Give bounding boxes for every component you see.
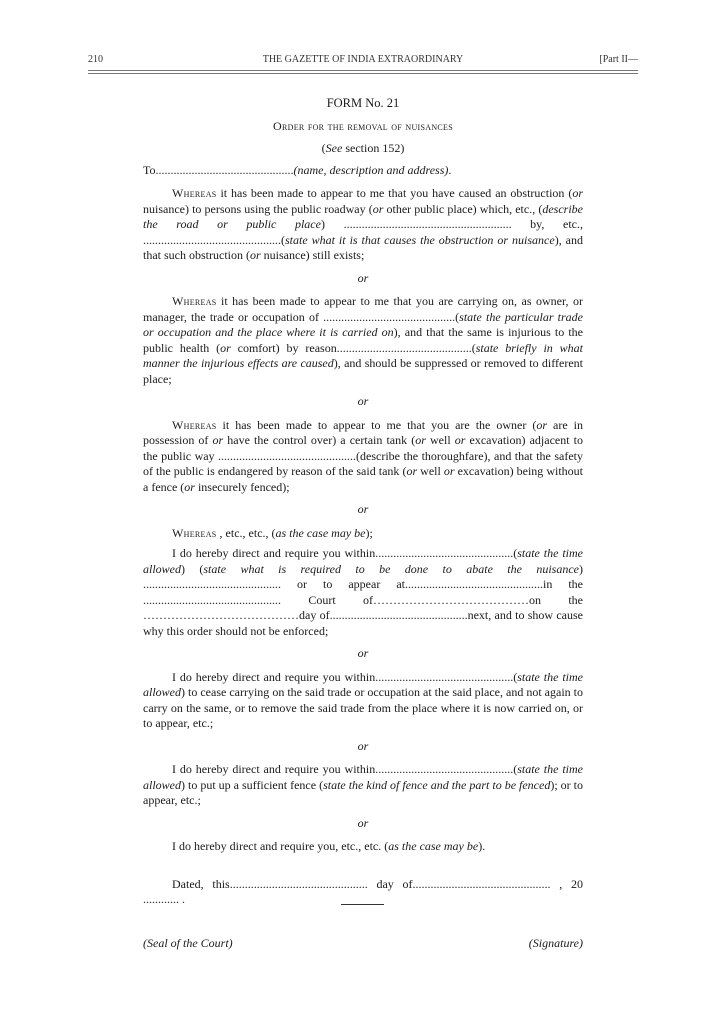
para7-run: ) to put up a sufficient fence ( bbox=[181, 777, 324, 792]
header-rule-bottom bbox=[88, 73, 638, 74]
paragraph-direction-abate bbox=[143, 546, 583, 639]
gazette-title: THE GAZETTE OF INDIA EXTRAORDINARY bbox=[262, 54, 464, 65]
seal-of-court: (Seal of the Court) bbox=[143, 935, 233, 950]
para7-run: I do hereby direct and require you within..............................................( bbox=[172, 762, 518, 776]
section-reference-see: See bbox=[325, 141, 343, 155]
or-separator: or bbox=[357, 270, 369, 285]
para7-run: ); or to appear, etc.; bbox=[143, 777, 584, 807]
para2-run: or bbox=[220, 340, 231, 355]
para4-run: , etc., etc., ( bbox=[216, 525, 276, 540]
para5-run: ) ( bbox=[181, 561, 204, 576]
spacer bbox=[143, 178, 583, 186]
para1-run: other public place) which, etc., ( bbox=[383, 201, 543, 216]
para8-run: I do hereby direct and require you, etc., etc. ( bbox=[172, 839, 389, 853]
para4-run: Whereas bbox=[172, 525, 217, 540]
para1-run: it has been made to appear to me that you have caused an obstruction ( bbox=[216, 186, 573, 200]
form-subtitle-text: Order for the removal of nuisances bbox=[273, 118, 453, 133]
para3-run: Whereas bbox=[172, 417, 217, 432]
para5-run: I do hereby direct and require you within..............................................( bbox=[172, 546, 518, 560]
part-label: [Part II— bbox=[599, 54, 638, 65]
para3-run: or bbox=[454, 433, 466, 447]
para5-run: ) .............................................. or to appear at..............................................in the .............................................. Court of…………………………………on the …………………………………day of..............................................next, and to show cause why this order should not be enforced; bbox=[143, 561, 583, 638]
para5-run: state what is required to be done to abate the nuisance bbox=[203, 561, 579, 576]
or-separator: or bbox=[357, 394, 369, 408]
para1-run: or bbox=[372, 201, 384, 216]
form-title: FORM No. 21 bbox=[326, 96, 400, 110]
para1-run: describe the road or public place bbox=[143, 201, 583, 231]
para7-run: state the kind of fence and the part to be fenced bbox=[323, 777, 551, 792]
or-separator: or bbox=[357, 738, 369, 753]
para2-run: ), and that the same is injurious to the public health ( bbox=[143, 325, 583, 355]
para4-run: ); bbox=[365, 525, 373, 540]
para1-run: Whereas bbox=[172, 186, 217, 200]
end-rule bbox=[341, 904, 384, 905]
para5-run: state the time allowed bbox=[143, 546, 583, 576]
page-header bbox=[88, 54, 638, 70]
section-reference bbox=[143, 141, 583, 157]
para3-run: or bbox=[443, 464, 455, 478]
para3-run: well bbox=[417, 464, 444, 478]
para6-run: ) to cease carrying on the said trade or occupation at the said place, and not again to carry on the same, or to remove the said trade from the place where it is now carried on, or to appear, etc.; bbox=[143, 685, 583, 730]
para6-run: I do hereby direct and require you within..............................................( bbox=[172, 669, 518, 684]
para2-run: state the particular trade or occupation and the place where it is carried on bbox=[143, 309, 583, 339]
para6-run: state the time allowed bbox=[143, 669, 583, 699]
section-reference-open: ( bbox=[321, 141, 326, 155]
paragraph-trade bbox=[143, 294, 583, 387]
para3-run: or bbox=[415, 433, 426, 447]
para2-run: it has been made to appear to me that you are carrying on, as owner, or manager, the trade or occupation of ............................................( bbox=[143, 294, 583, 324]
para3-run: are in possession of bbox=[143, 417, 583, 447]
para3-run: or bbox=[184, 479, 195, 494]
page-number: 210 bbox=[88, 54, 103, 65]
form-body bbox=[143, 96, 583, 952]
paragraph-direction-general bbox=[143, 839, 583, 855]
paragraph-direction-fence bbox=[143, 762, 583, 809]
paragraph-obstruction bbox=[143, 186, 583, 264]
para3-run: it has been made to appear to me that you are the owner ( bbox=[216, 417, 537, 432]
para1-run: state what it is that causes the obstruction or nuisance bbox=[285, 232, 555, 247]
para1-run: ), and that such obstruction ( bbox=[143, 232, 583, 262]
para7-run: state the time allowed bbox=[143, 762, 583, 792]
para3-run: or bbox=[406, 464, 418, 478]
signature-label: (Signature) bbox=[528, 935, 583, 950]
addressee-suffix: . bbox=[448, 162, 452, 177]
form-subtitle bbox=[143, 119, 583, 136]
para1-run: nuisance) still exists; bbox=[260, 248, 365, 262]
para8-run: ). bbox=[478, 839, 486, 853]
para2-run: comfort) by reason.............................................( bbox=[230, 340, 476, 355]
para3-run: or bbox=[212, 433, 224, 447]
dated-line: Dated, this.............................................. day of.............................................. , 20 ............ . bbox=[143, 876, 583, 906]
addressee-line bbox=[143, 163, 583, 179]
para3-run: excavation) adjacent to the public way ..............................................(describe the thoroughfare), and that the safety of the public is endangered by reason of the said tank ( bbox=[143, 433, 583, 478]
or-separator: or bbox=[357, 646, 369, 660]
paragraph-direction-cease bbox=[143, 670, 583, 732]
para1-run: nuisance) to persons using the public roadway ( bbox=[143, 201, 373, 216]
para3-run: well bbox=[425, 433, 455, 447]
para1-run: or bbox=[249, 248, 261, 262]
para3-run: or bbox=[536, 417, 548, 432]
para3-run: have the control over) a certain tank ( bbox=[223, 433, 416, 447]
addressee-italic: (name, description and address) bbox=[293, 162, 449, 177]
paragraph-whereas-etc bbox=[143, 526, 583, 542]
paragraph-tank bbox=[143, 418, 583, 496]
para1-run: or bbox=[572, 186, 583, 200]
or-separator: or bbox=[357, 502, 369, 516]
para4-run: as the case may be bbox=[275, 525, 366, 540]
para3-run: insecurely fenced); bbox=[194, 479, 290, 494]
header-rule-top bbox=[88, 70, 638, 71]
para8-run: as the case may be bbox=[388, 839, 479, 853]
para2-run: state briefly in what manner the injurious effects are caused bbox=[143, 340, 584, 370]
addressee-prefix: To.............................................. bbox=[143, 162, 294, 177]
signature-row bbox=[143, 936, 583, 952]
or-separator: or bbox=[357, 815, 369, 830]
para2-run: Whereas bbox=[172, 294, 217, 308]
para1-run: ) ........................................................ by, etc., ..............................................( bbox=[143, 217, 583, 247]
para3-run: excavation) being without a fence ( bbox=[143, 464, 584, 494]
section-reference-rest: section 152) bbox=[342, 141, 405, 155]
para2-run: ), and should be suppressed or removed to different place; bbox=[143, 356, 583, 386]
